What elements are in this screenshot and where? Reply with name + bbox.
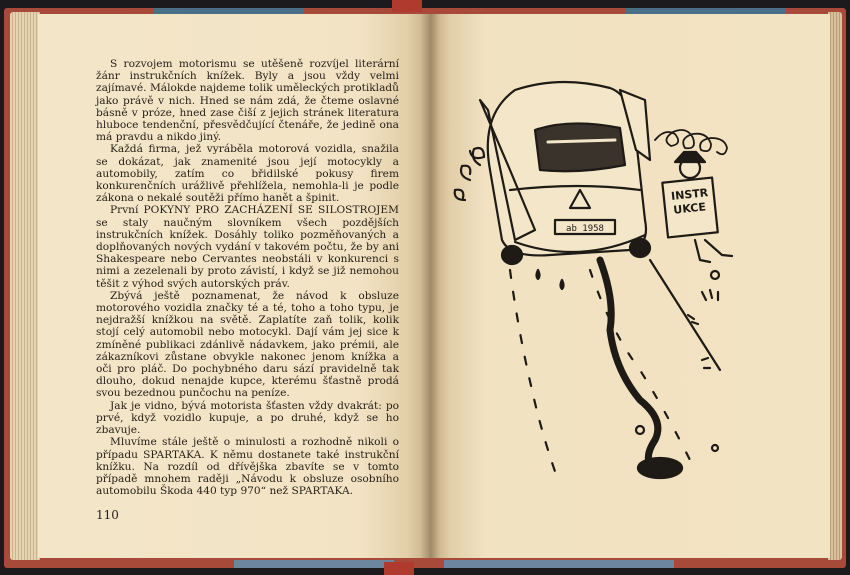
paragraph: Každá firma, jež vyráběla motorová vozidla, snažila se dokázat, jak znamenité jsou její motocykly a automobily, zatím co břidilské pokusy firem konkurenčních urážlivě přehlížela, nemohla-li je podle zákona o nekalé soutěži přímo hanět a špinit. <box>96 143 399 205</box>
body-text <box>96 58 399 497</box>
page-edges-left <box>10 12 40 560</box>
booklet-title-line2: UKCE <box>672 200 707 217</box>
booklet-title-line1: INSTR <box>670 186 709 203</box>
bookmark-ribbon <box>392 0 422 12</box>
bookmark-ribbon <box>384 562 414 575</box>
book-gutter <box>420 14 440 558</box>
cover-band <box>234 560 394 568</box>
page-edges-right <box>828 12 842 560</box>
license-plate-text: ab 1958 <box>566 224 604 234</box>
page-number: 110 <box>96 508 119 522</box>
paragraph: S rozvojem motorismu se utěšeně rozvíjel literární žánr instrukčních knížek. Byly a jsou vždy velmi zajímavé. Málokde najdeme tolik uměleckých protikladů jako právě v nich. Hned se nám zdá, že čteme oslavné básně v próze, hned zase čiší z jejich stránek literatura hluboce tendenční, přesvědčující čtenáře, že jedině ona má pravdu a nikdo jiný. <box>96 58 399 144</box>
paragraph: Jak je vidno, bývá motorista šťasten vždy dvakrát: po prvé, když vozidlo kupuje, a po druhé, když se ho zbavuje. <box>96 399 399 437</box>
cover-band <box>444 560 674 568</box>
car-illustration <box>440 70 760 500</box>
paragraph: První POKYNY PRO ZACHÁZENÍ SE SILOSTROJEM se staly naučným slovníkem všech pozdějších instrukčních knížek. Dosáhly toliko pozměňovaných a doplňovaných nových vydání v takovém počtu, že by ani Shakespeare nebo Cervantes neobstáli v konkurenci s nimi a zezelenali by proto závistí, i když se již nemohou těšit z výhod svých autorských práv. <box>96 204 399 290</box>
paragraph: Mluvíme stále ještě o minulosti a rozhodně nikoli o případu SPARTAKA. K němu dostanete také instrukční knížku. Na rozdíl od dřívějška zbavíte se v tomto případě mnohem raději „Návodu k obsluze osobního automobilu Škoda 440 typ 970“ než SPARTAKA. <box>96 436 399 498</box>
paragraph: Zbývá ještě poznamenat, že návod k obsluze motorového vozidla značky té a té, toho a toho typu, je nejdražší knížkou na světě. Zaplatíte zaň tolik, kolik stojí celý automobil nebo motocykl. Dají vám jej sice k zmíněné publikaci zdánlivě nádavkem, jako prémii, ale zákazníkovi zůstane obvykle nakonec jenom knížka a oči pro pláč. Do pochybného daru sází pravidelně tak dlouho, dokud nenajde kupce, kterému šťastně prodá svou bezednou punčochu na peníze. <box>96 289 399 400</box>
